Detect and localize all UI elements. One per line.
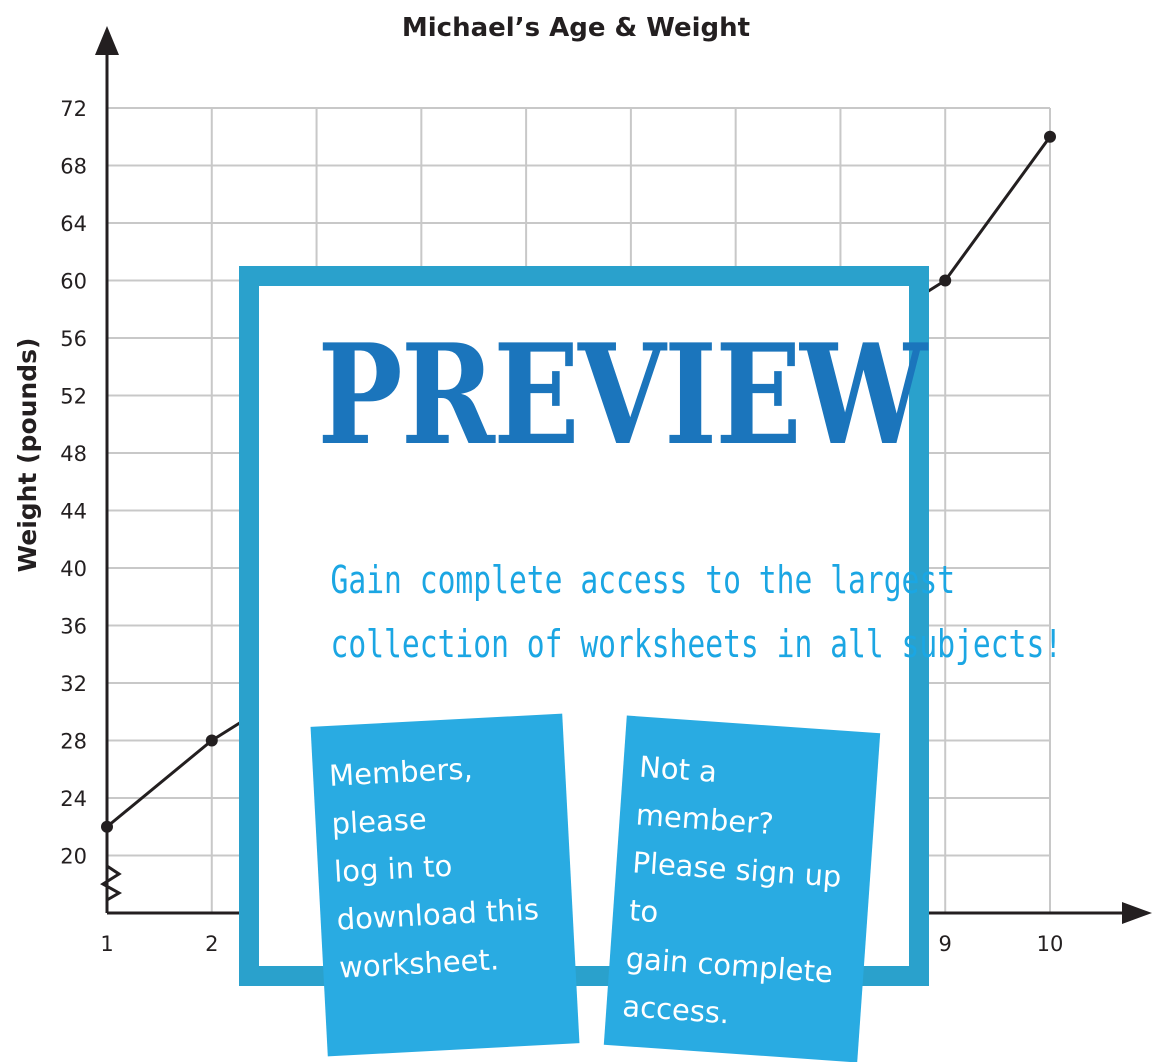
preview-heading: PREVIEW [317, 313, 926, 476]
y-axis-label: Weight (pounds) [13, 337, 42, 573]
signup-line-3: gain complete [624, 941, 834, 990]
y-tick-label: 32 [60, 672, 87, 696]
signup-line-2: Please sign up to [628, 845, 843, 930]
y-tick-label: 64 [60, 212, 87, 236]
y-tick-label: 20 [60, 844, 87, 869]
data-point [1044, 131, 1056, 143]
promo-line-1: Gain complete access to the largest [330, 558, 956, 602]
y-tick-label: 48 [60, 442, 87, 466]
y-tick-label: 28 [60, 729, 87, 754]
promo-text [330, 548, 1063, 676]
y-tick-label: 24 [60, 787, 87, 811]
signup-line-4: access. [621, 988, 731, 1031]
series-line-segment [107, 741, 212, 827]
promo-line-2: collection of worksheets in all subjects! [330, 622, 1063, 666]
x-tick-label: 9 [938, 932, 952, 956]
chart-title: Michael’s Age & Weight [401, 13, 751, 43]
x-tick-label: 10 [1036, 932, 1064, 956]
signup-card[interactable] [604, 716, 880, 1062]
data-point [101, 821, 113, 833]
data-point [206, 735, 218, 747]
series-line-segment [945, 137, 1050, 281]
members-line-1: Members, please [328, 751, 474, 841]
y-axis-arrow [95, 26, 119, 55]
x-axis-arrow [1122, 902, 1152, 924]
y-axis-break [103, 866, 119, 900]
y-tick-label: 68 [60, 154, 87, 179]
x-tick-label: 1 [100, 932, 114, 956]
signup-line-1: Not a member? [634, 749, 775, 841]
data-point [939, 275, 951, 287]
y-tick-label: 72 [60, 97, 87, 121]
members-line-4: worksheet. [338, 942, 500, 985]
members-line-3: download this [335, 892, 540, 937]
y-tick-label: 60 [60, 269, 87, 294]
y-tick-label: 52 [60, 384, 87, 409]
y-tick-label: 36 [60, 614, 87, 639]
y-tick-label: 40 [60, 557, 87, 581]
x-tick-label: 2 [205, 932, 219, 956]
y-tick-label: 56 [60, 327, 87, 351]
members-line-2: log in to [333, 848, 454, 889]
y-tick-label: 44 [60, 499, 87, 524]
members-login-card[interactable] [311, 714, 580, 1057]
